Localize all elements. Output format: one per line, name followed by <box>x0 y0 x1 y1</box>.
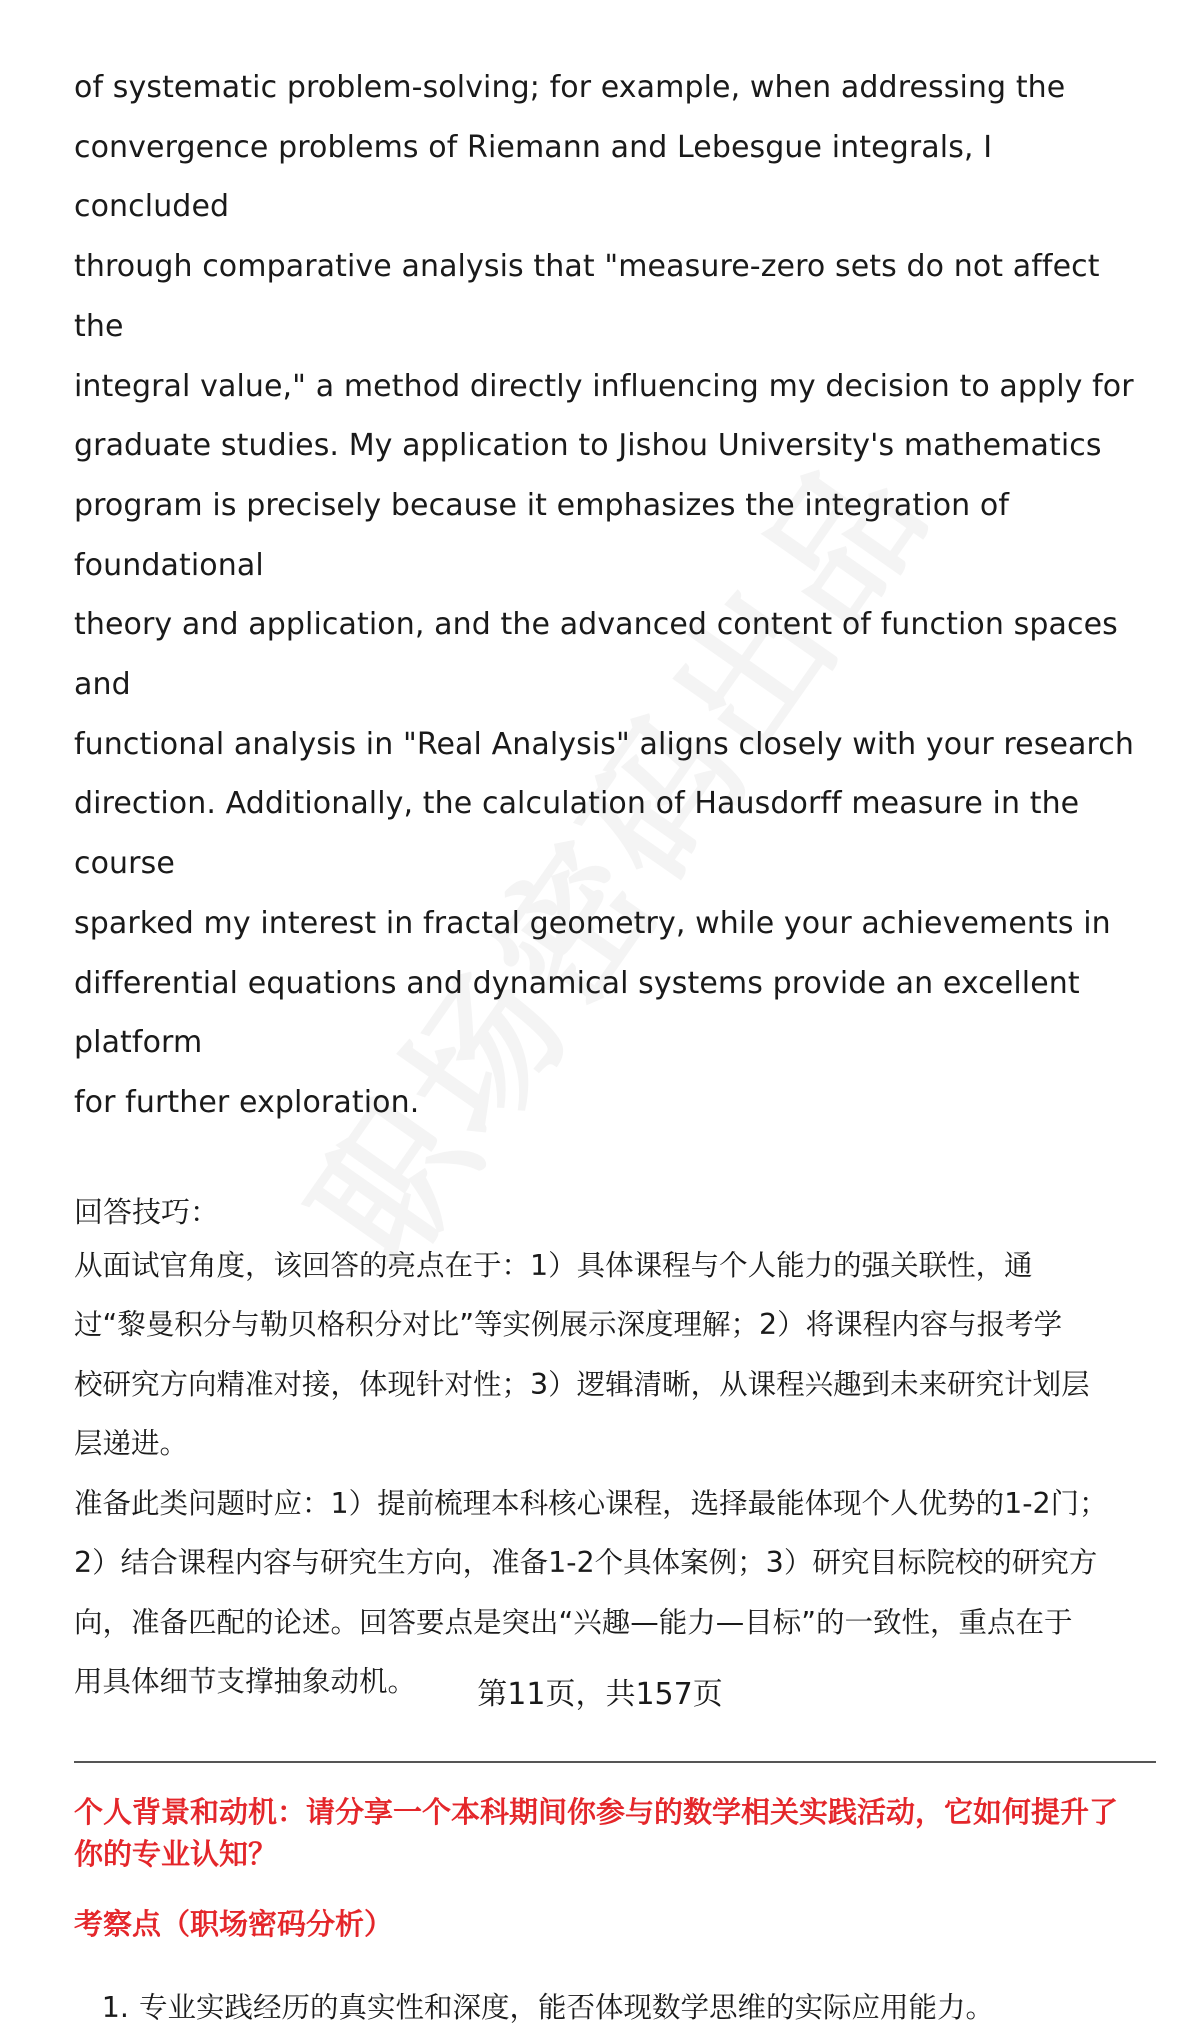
text-line: 用具体细节支撑抽象动机。 <box>74 1665 417 1699</box>
text-line: sparked my interest in fractal geometry, while your achievements in <box>74 905 1111 941</box>
text-line: 你的专业认知？ <box>74 1836 278 1871</box>
text-line: 向，准备匹配的论述。回答要点是突出“兴趣—能力—目标”的一致性，重点在于 <box>74 1605 1073 1639</box>
text-line: graduate studies. My application to Jishou University's mathematics <box>74 428 1102 464</box>
list-text: 专业实践经历的真实性和深度，能否体现数学思维的实际应用能力。 <box>139 1990 995 2024</box>
text-line: 从面试官角度，该回答的亮点在于：1）具体课程与个人能力的强关联性，通 <box>74 1248 1033 1282</box>
text-line: direction. Additionally, the calculation of Hausdorff measure in the course <box>74 786 1080 882</box>
text-line: for further exploration. <box>74 1084 420 1120</box>
text-line: theory and application, and the advanced content of function spaces and <box>74 607 1118 703</box>
page-number: 第11页，共157页 <box>477 1677 723 1712</box>
text-line: 过“黎曼积分与勒贝格积分对比”等实例展示深度理解；2）将课程内容与报考学 <box>74 1308 1063 1342</box>
text-line: 2）结合课程内容与研究生方向，准备1-2个具体案例；3）研究目标院校的研究方 <box>74 1546 1098 1580</box>
list-item <box>74 1987 1152 2029</box>
text-line: of systematic problem-solving; for example, when addressing the <box>74 70 1066 105</box>
text-line: differential equations and dynamical systems provide an excellent platform <box>74 965 1080 1061</box>
text-line: 个人背景和动机：请分享一个本科期间你参与的数学相关实践活动，它如何提升了 <box>74 1794 1119 1829</box>
text-line: functional analysis in "Real Analysis" aligns closely with your research <box>74 726 1134 762</box>
text-line: 准备此类问题时应：1）提前梳理本科核心课程，选择最能体现个人优势的1-2门； <box>74 1486 1108 1520</box>
question-heading <box>74 1791 1152 1875</box>
page-content <box>74 58 1152 2029</box>
points-heading: 考察点（职场密码分析） <box>74 1906 394 1941</box>
list-number: 1. <box>101 1990 129 2024</box>
text-line: through comparative analysis that "measure-zero sets do not affect the <box>74 249 1100 344</box>
tips-paragraph <box>74 1236 1152 1712</box>
points-list <box>74 1987 1152 2029</box>
tips-label: 回答技巧： <box>74 1194 220 1229</box>
english-answer-paragraph <box>74 58 1152 1133</box>
section-divider <box>74 1761 1156 1763</box>
text-line: 校研究方向精准对接，体现针对性；3）逻辑清晰，从课程兴趣到未来研究计划层 <box>74 1367 1090 1401</box>
text-line: program is precisely because it emphasizes the integration of foundational <box>74 487 1010 583</box>
text-line: 层递进。 <box>74 1427 189 1461</box>
text-line: integral value," a method directly influencing my decision to apply for <box>74 368 1134 404</box>
text-line: convergence problems of Riemann and Lebesgue integrals, I concluded <box>74 129 993 225</box>
